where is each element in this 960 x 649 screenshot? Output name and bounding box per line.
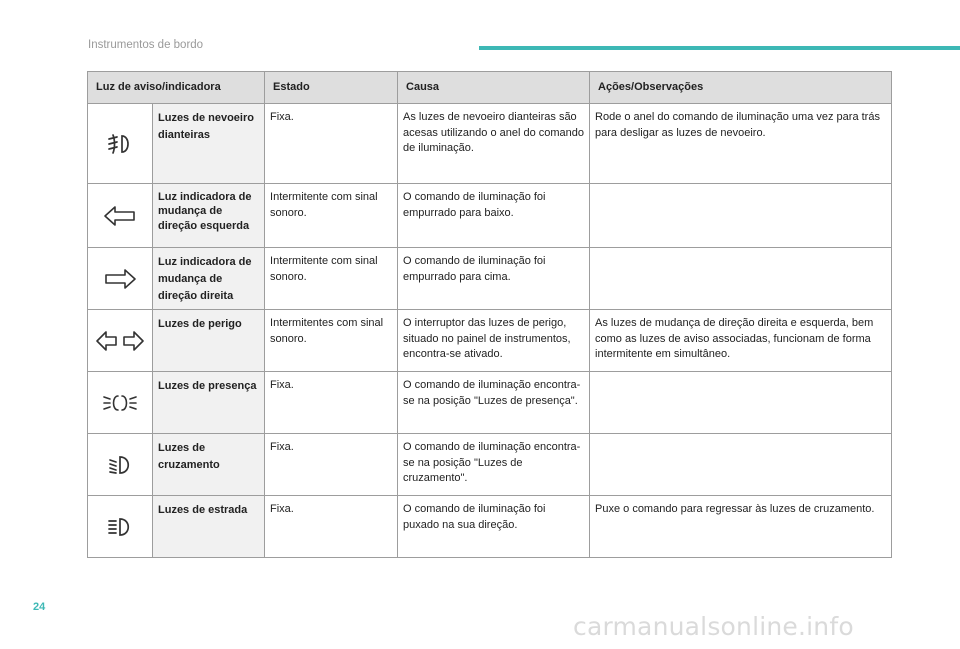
acoes-cell: As luzes de mudança de direção direita e esquerda, bem como as luzes de aviso associadas, funcionam de forma intermitente em simultâneo.: [590, 310, 892, 372]
table-header-row: [88, 72, 892, 104]
sidelamps-icon: [88, 372, 153, 434]
estado-cell: Fixa.: [265, 496, 398, 558]
causa-cell: O comando de iluminação foi empurrado para baixo.: [398, 184, 590, 248]
column-header-acoes: Ações/Observações: [590, 72, 892, 104]
light-name: Luzes de cruzamento: [153, 434, 265, 496]
page-number: 24: [33, 601, 46, 613]
estado-cell: Intermitentes com sinal sonoro.: [265, 310, 398, 372]
column-header-causa: Causa: [398, 72, 590, 104]
table-row: [88, 310, 892, 372]
column-header-estado: Estado: [265, 72, 398, 104]
acoes-cell: [590, 372, 892, 434]
estado-cell: Fixa.: [265, 372, 398, 434]
column-header-luz: Luz de aviso/indicadora: [88, 72, 265, 104]
table-row: [88, 434, 892, 496]
watermark: carmanualsonline.info: [573, 612, 854, 641]
causa-cell: O interruptor das luzes de perigo, situado no painel de instrumentos, encontra-se ativado.: [398, 310, 590, 372]
acoes-cell: [590, 434, 892, 496]
table-row: [88, 104, 892, 184]
right-arrow-icon: [88, 248, 153, 310]
warning-lights-table: [87, 71, 892, 558]
light-name: Luzes de presença: [153, 372, 265, 434]
causa-cell: O comando de iluminação encontra-se na posição "Luzes de cruzamento".: [398, 434, 590, 496]
table-row: [88, 184, 892, 248]
estado-cell: Fixa.: [265, 434, 398, 496]
table-row: [88, 372, 892, 434]
hazard-arrows-icon: [88, 310, 153, 372]
light-name: Luzes de perigo: [153, 310, 265, 372]
acoes-cell: [590, 184, 892, 248]
acoes-cell: Rode o anel do comando de iluminação uma vez para trás para desligar as luzes de nevoeiro.: [590, 104, 892, 184]
section-title: Instrumentos de bordo: [88, 39, 204, 51]
dipped-beam-icon: [88, 434, 153, 496]
causa-cell: O comando de iluminação foi puxado na sua direção.: [398, 496, 590, 558]
light-name: Luzes de nevoeiro dianteiras: [153, 104, 265, 184]
light-name: Luzes de estrada: [153, 496, 265, 558]
estado-cell: Intermitente com sinal sonoro.: [265, 248, 398, 310]
causa-cell: As luzes de nevoeiro dianteiras são acesas utilizando o anel do comando de iluminação.: [398, 104, 590, 184]
light-name: Luz indicadora de mudança de direção direita: [153, 248, 265, 310]
acoes-cell: Puxe o comando para regressar às luzes de cruzamento.: [590, 496, 892, 558]
table-row: [88, 496, 892, 558]
main-beam-icon: [88, 496, 153, 558]
estado-cell: Intermitente com sinal sonoro.: [265, 184, 398, 248]
causa-cell: O comando de iluminação encontra-se na posição "Luzes de presença".: [398, 372, 590, 434]
table-row: [88, 248, 892, 310]
header-accent-bar: [479, 46, 960, 50]
acoes-cell: [590, 248, 892, 310]
left-arrow-icon: [88, 184, 153, 248]
estado-cell: Fixa.: [265, 104, 398, 184]
causa-cell: O comando de iluminação foi empurrado para cima.: [398, 248, 590, 310]
front-fog-lamp-icon: [88, 104, 153, 184]
light-name: Luz indicadora de mudança de direção esquerda: [153, 184, 265, 248]
